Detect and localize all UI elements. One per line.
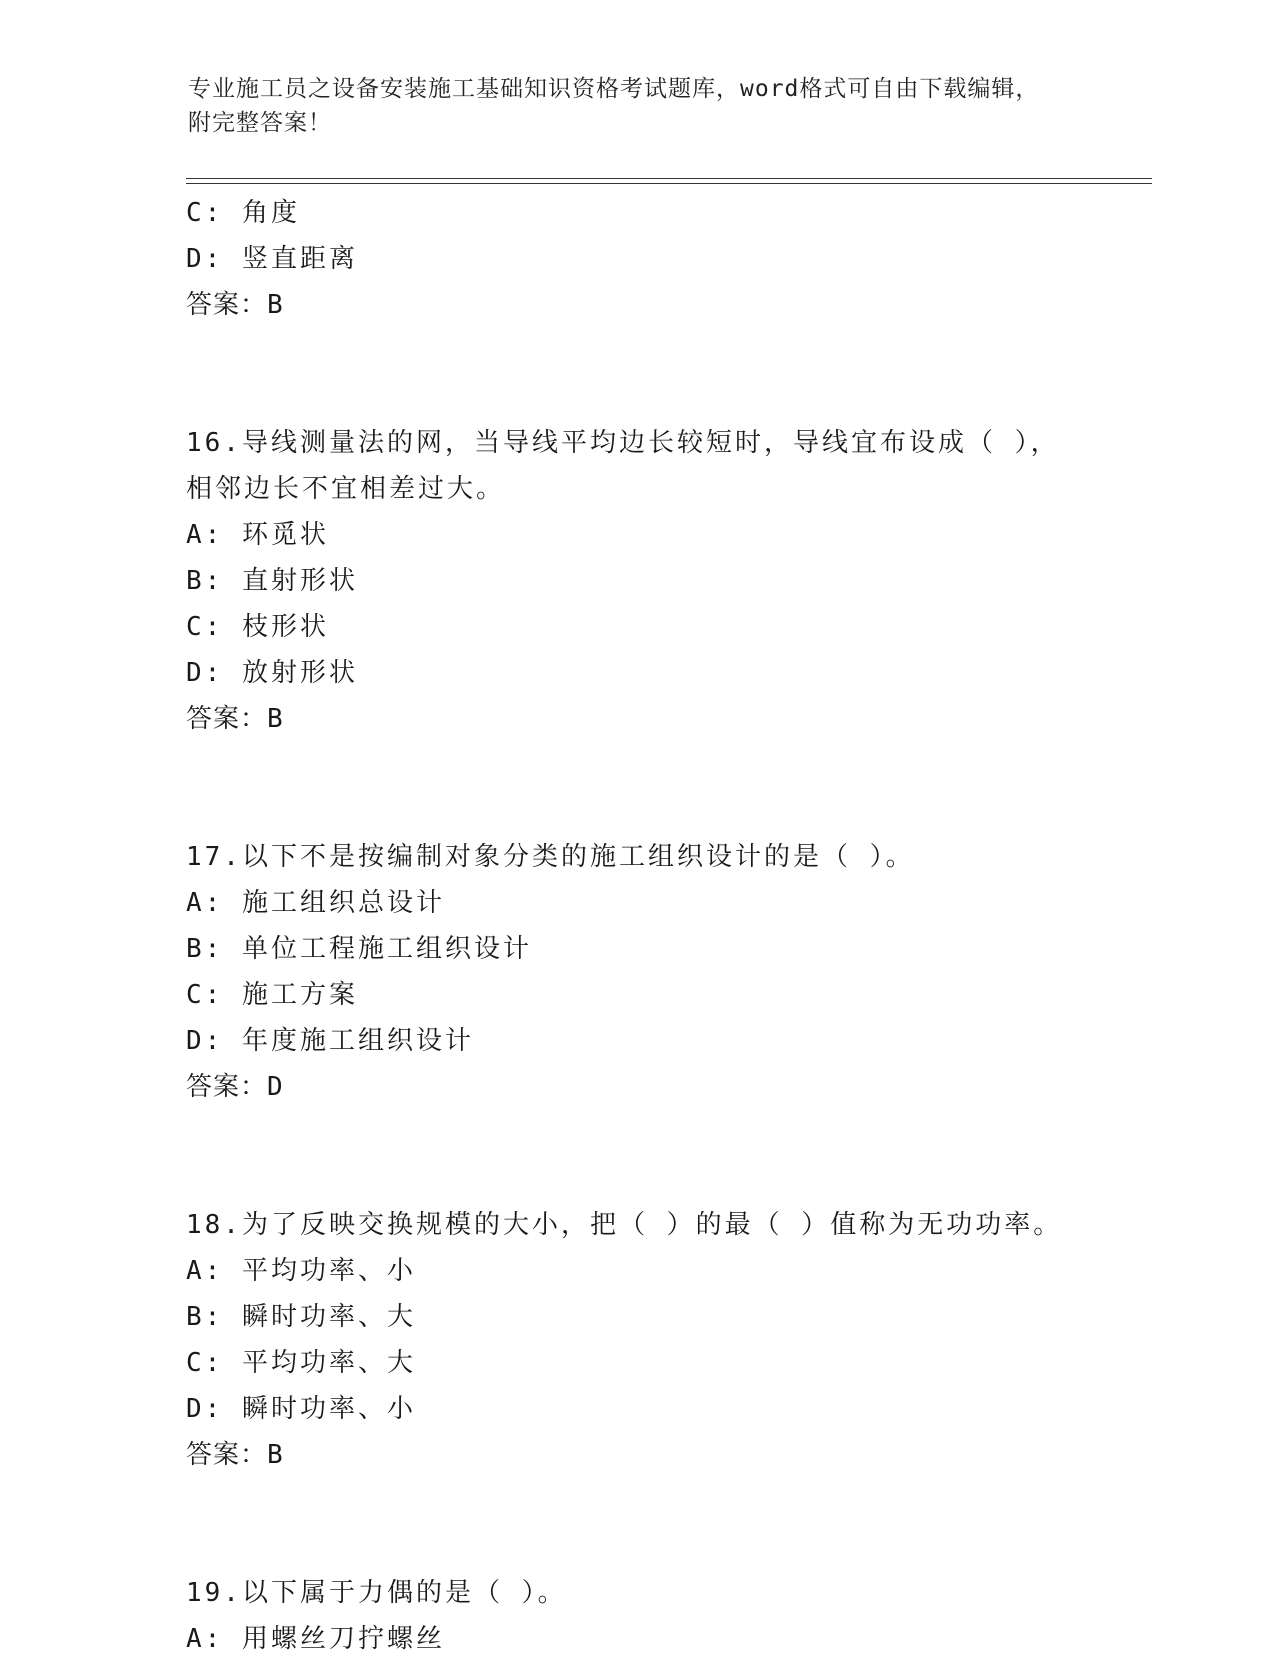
- header-line-1: 专业施工员之设备安装施工基础知识资格考试题库，word格式可自由下载编辑，: [188, 76, 1040, 102]
- option-a: A: 施工组织总设计: [186, 888, 445, 918]
- option-b: B: 单位工程施工组织设计: [186, 934, 532, 964]
- header-divider-bottom: [186, 183, 1152, 184]
- spacer: [186, 1478, 1166, 1570]
- question-stem: 17.以下不是按编制对象分类的施工组织设计的是（ ）。: [186, 842, 915, 872]
- option-c: C: 施工方案: [186, 980, 358, 1010]
- option-a: A: 平均功率、小: [186, 1256, 416, 1286]
- option-c: C: 平均功率、大: [186, 1348, 416, 1378]
- option-c: C: 枝形状: [186, 612, 329, 642]
- question-17: [186, 834, 1166, 1110]
- question-19: [186, 1570, 1166, 1662]
- question-stem: 18.为了反映交换规模的大小，把（ ）的最（ ）值称为无功功率。: [186, 1210, 1063, 1240]
- question-18: [186, 1202, 1166, 1478]
- question-stem: 16.导线测量法的网，当导线平均边长较短时，导线宜布设成（ ），: [186, 428, 1060, 458]
- question-16: [186, 420, 1166, 742]
- question-15-continued: [186, 190, 1166, 328]
- option-c: C: 角度: [186, 198, 300, 228]
- header-line-2: 附完整答案！: [188, 110, 332, 136]
- answer: 答案：D: [186, 1072, 284, 1102]
- spacer: [186, 1110, 1166, 1202]
- answer: 答案：B: [186, 1440, 284, 1470]
- option-d: D: 年度施工组织设计: [186, 1026, 474, 1056]
- option-a: A: 环觅状: [186, 520, 329, 550]
- option-d: D: 瞬时功率、小: [186, 1394, 416, 1424]
- option-d: D: 竖直距离: [186, 244, 358, 274]
- option-b: B: 直射形状: [186, 566, 358, 596]
- answer: 答案：B: [186, 704, 284, 734]
- question-stem-continued: 相邻边长不宜相差过大。: [186, 474, 506, 504]
- spacer: [186, 742, 1166, 834]
- question-stem: 19.以下属于力偶的是（ ）。: [186, 1578, 567, 1608]
- document-header: [188, 72, 1088, 140]
- question-list: [186, 190, 1166, 1662]
- option-d: D: 放射形状: [186, 658, 358, 688]
- option-b: B: 瞬时功率、大: [186, 1302, 416, 1332]
- spacer: [186, 328, 1166, 420]
- answer: 答案：B: [186, 290, 284, 320]
- header-divider-top: [186, 178, 1152, 179]
- option-a: A: 用螺丝刀拧螺丝: [186, 1624, 445, 1654]
